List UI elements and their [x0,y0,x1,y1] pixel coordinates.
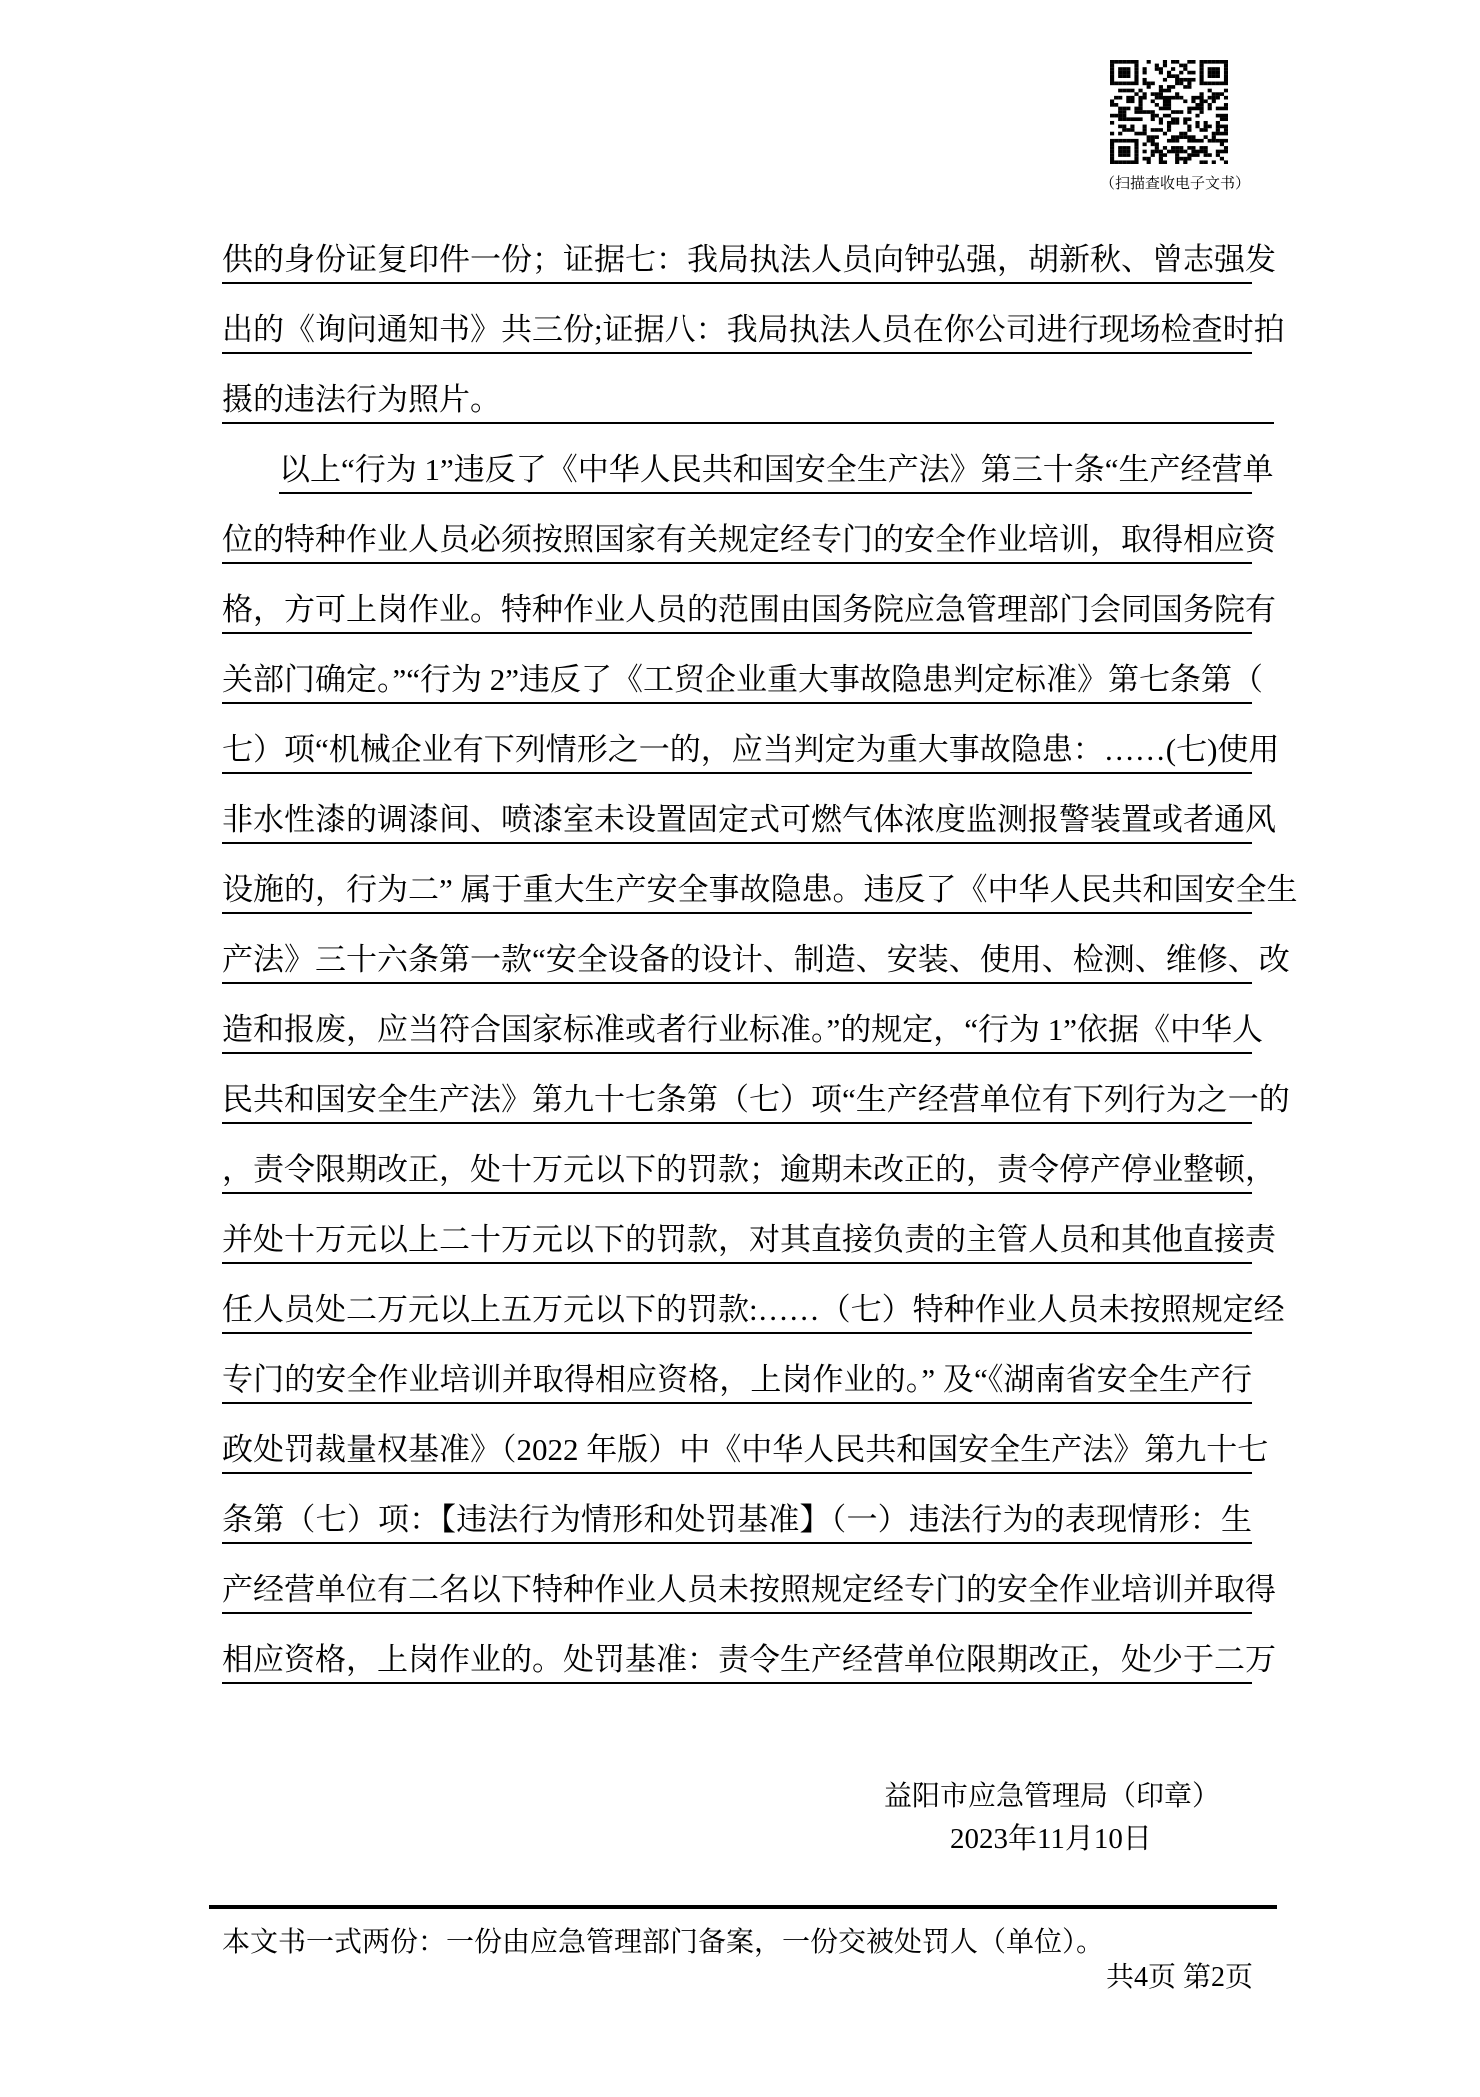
text-line: 任人员处二万元以上五万元以下的罚款:……（七）特种作业人员未按照规定经 [222,1288,1252,1334]
text-line: 供的身份证复印件一份；证据七：我局执法人员向钟弘强，胡新秋、曾志强发 [222,238,1252,284]
text-line: 并处十万元以上二十万元以下的罚款，对其直接负责的主管人员和其他直接责 [222,1218,1252,1264]
text-line: 设施的，行为二” 属于重大生产安全事故隐患。违反了《中华人民共和国安全生 [222,868,1252,914]
text-line: 关部门确定。”“行为 2”违反了《工贸企业重大事故隐患判定标准》第七条第（ [222,658,1252,704]
text-line: 产法》三十六条第一款“安全设备的设计、制造、安装、使用、检测、维修、改 [222,938,1252,984]
text-line: 七）项“机械企业有下列情形之一的，应当判定为重大事故隐患：……(七)使用 [222,728,1252,774]
footer-divider [209,1905,1277,1909]
text-line: 以上“行为 1”违反了《中华人民共和国安全生产法》第三十条“生产经营单 [279,448,1252,494]
text-line: 条第（七）项：【违法行为情形和处罚基准】（一）违法行为的表现情形：生 [222,1498,1252,1544]
text-line: 政处罚裁量权基准》（2022 年版）中《中华人民共和国安全生产法》第九十七 [222,1428,1252,1474]
page-number: 共4页 第2页 [1106,1962,1254,1993]
text-line: 位的特种作业人员必须按照国家有关规定经专门的安全作业培训，取得相应资 [222,518,1252,564]
text-line: 出的《询问通知书》共三份;证据八：我局执法人员在你公司进行现场检查时拍 [222,308,1252,354]
qr-caption: （扫描查收电子文书） [1099,176,1250,192]
text-line: 产经营单位有二名以下特种作业人员未按照规定经专门的安全作业培训并取得 [222,1568,1252,1614]
issuer-seal-text: 益阳市应急管理局（印章） [884,1781,1221,1812]
text-line: ，责令限期改正，处十万元以下的罚款；逾期未改正的，责令停产停业整顿， [222,1148,1252,1194]
text-line: 摄的违法行为照片。 [222,378,1274,424]
issue-date: 2023年11月10日 [950,1823,1152,1855]
text-line: 专门的安全作业培训并取得相应资格，上岗作业的。” 及“《湖南省安全生产行 [222,1358,1252,1404]
text-line: 非水性漆的调漆间、喷漆室未设置固定式可燃气体浓度监测报警装置或者通风 [222,798,1252,844]
text-line: 相应资格，上岗作业的。处罚基准：责令生产经营单位限期改正，处少于二万 [222,1638,1252,1684]
text-line: 格，方可上岗作业。特种作业人员的范围由国务院应急管理部门会同国务院有 [222,588,1252,634]
qr-code [1110,60,1228,164]
text-line: 造和报废，应当符合国家标准或者行业标准。”的规定，“行为 1”依据《中华人 [222,1008,1252,1054]
text-line: 民共和国安全生产法》第九十七条第（七）项“生产经营单位有下列行为之一的 [222,1078,1252,1124]
footer-note: 本文书一式两份：一份由应急管理部门备案，一份交被处罚人（单位）。 [222,1927,1105,1958]
